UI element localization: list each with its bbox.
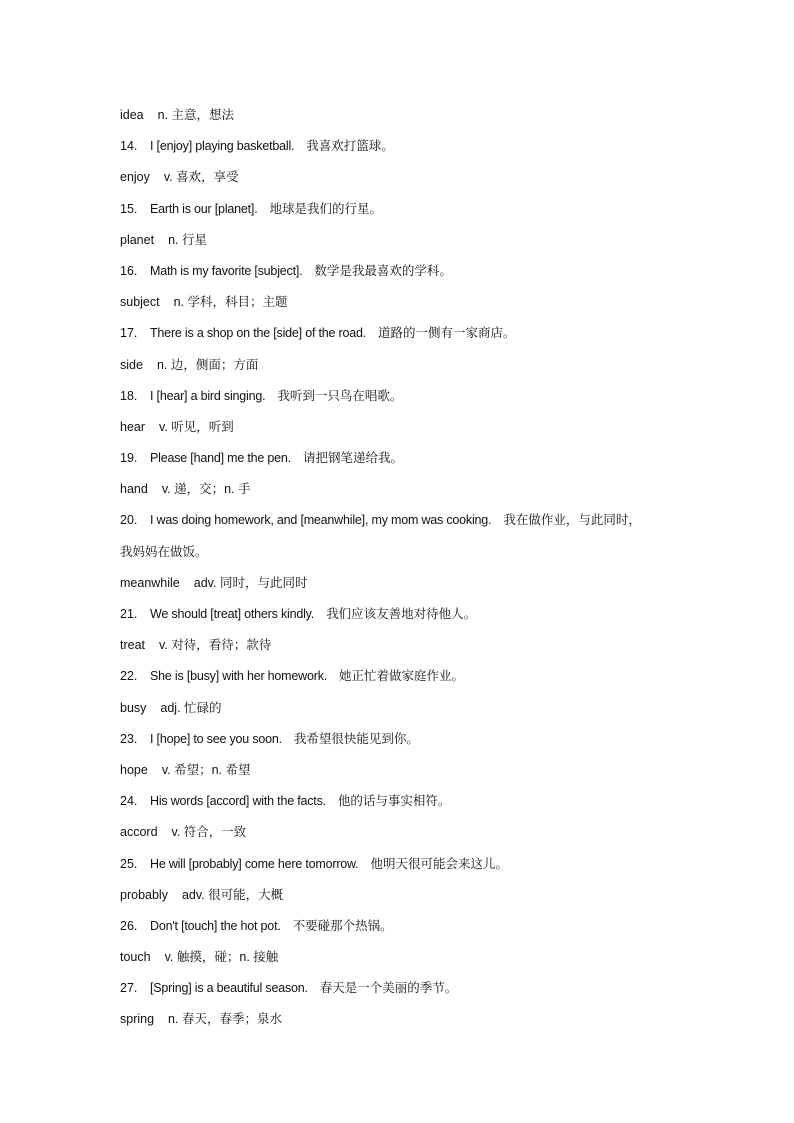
- example-english: Math is my favorite [subject].: [150, 263, 303, 278]
- vocab-word: hand: [120, 482, 148, 497]
- example-english: [Spring] is a beautiful season.: [150, 981, 308, 996]
- example-english: Don't [touch] the hot pot.: [150, 918, 281, 933]
- example-number: 16.: [120, 263, 138, 278]
- vocab-word: subject: [120, 295, 160, 310]
- vocab-word: enjoy: [120, 170, 150, 185]
- example-chinese: 我在做作业，与此同时，: [503, 513, 641, 528]
- example-chinese: 道路的一侧有一家商店。: [378, 326, 516, 341]
- definition-line: [120, 817, 720, 848]
- vocab-word: probably: [120, 887, 168, 902]
- example-english: Earth is our [planet].: [150, 201, 258, 216]
- definition-line: [120, 880, 720, 911]
- vocab-word: side: [120, 357, 143, 372]
- definition-line: [120, 942, 720, 973]
- example-chinese: 不要碰那个热锅。: [292, 918, 393, 933]
- vocab-meaning: n. 春天，春季；泉水: [168, 1012, 282, 1027]
- example-chinese: 他明天很可能会来这儿。: [370, 856, 508, 871]
- example-english: There is a shop on the [side] of the road.: [150, 326, 367, 341]
- example-line: [120, 194, 720, 225]
- vocab-word: idea: [120, 108, 144, 122]
- vocab-meaning: v. 希望；n. 希望: [161, 762, 251, 777]
- example-chinese: 数学是我最喜欢的学科。: [314, 263, 452, 278]
- example-number: 17.: [120, 326, 138, 341]
- vocab-word: spring: [120, 1012, 155, 1027]
- example-number: 27.: [120, 981, 138, 996]
- example-line: [120, 599, 720, 630]
- example-line: [120, 256, 720, 287]
- vocab-meaning: v. 符合，一致: [171, 825, 247, 840]
- definition-line: [120, 474, 720, 505]
- example-english: His words [accord] with the facts.: [150, 794, 326, 809]
- vocab-meaning: v. 对待，看待；款待: [159, 638, 272, 653]
- example-line: [120, 973, 720, 1004]
- definition-line: [120, 412, 720, 443]
- example-line: [120, 381, 720, 412]
- example-line: [120, 786, 720, 817]
- definition-line: [120, 755, 720, 786]
- example-line: [120, 318, 720, 349]
- example-english: I [hope] to see you soon.: [150, 731, 282, 746]
- example-number: 24.: [120, 794, 138, 809]
- vocab-meaning: n. 行星: [168, 232, 207, 247]
- example-chinese: 我希望很快能见到你。: [293, 731, 419, 746]
- example-chinese: 春天是一个美丽的季节。: [319, 981, 458, 996]
- example-english: I was doing homework, and [meanwhile], my mom was cooking.: [150, 513, 492, 528]
- definition-line: [120, 162, 720, 193]
- vocab-meaning: adj. 忙碌的: [160, 700, 222, 715]
- vocab-word: hope: [120, 762, 148, 777]
- vocab-word: meanwhile: [120, 575, 180, 590]
- vocabulary-document: [120, 100, 720, 1036]
- example-english: We should [treat] others kindly.: [150, 607, 315, 621]
- example-number: 26.: [120, 918, 138, 933]
- example-number: 15.: [120, 201, 138, 216]
- example-chinese: 我喜欢打篮球。: [306, 139, 394, 154]
- vocab-meaning: n. 边，侧面；方面: [156, 357, 259, 372]
- vocab-meaning: v. 触摸，碰；n. 接触: [164, 950, 279, 965]
- example-line: [120, 849, 720, 880]
- vocab-meaning: v. 递，交；n. 手: [161, 482, 251, 497]
- example-chinese: 请把钢笔递给我。: [302, 451, 403, 466]
- definition-line: [120, 568, 720, 599]
- example-number: 22.: [120, 669, 138, 684]
- vocab-meaning: adv. 很可能，大概: [181, 887, 284, 902]
- example-chinese-continued: 我妈妈在做饭。: [120, 544, 208, 559]
- example-chinese: 他的话与事实相符。: [337, 794, 451, 809]
- example-number: 23.: [120, 731, 138, 746]
- example-english: I [enjoy] playing basketball.: [150, 139, 295, 154]
- example-line: [120, 443, 720, 474]
- definition-line: [120, 1004, 720, 1035]
- example-chinese: 我听到一只鸟在唱歌。: [277, 388, 403, 403]
- example-number: 21.: [120, 607, 138, 621]
- vocab-meaning: n. 主意，想法: [157, 108, 235, 122]
- vocab-meaning: adv. 同时，与此同时: [193, 575, 308, 590]
- example-english: I [hear] a bird singing.: [150, 388, 266, 403]
- vocab-meaning: n. 学科，科目；主题: [173, 295, 288, 310]
- definition-line: [120, 225, 720, 256]
- definition-line: [120, 350, 720, 381]
- definition-line: [120, 630, 720, 661]
- vocab-word: busy: [120, 700, 147, 715]
- example-number: 25.: [120, 856, 138, 871]
- vocab-meaning: v. 听见，听到: [159, 419, 234, 434]
- definition-line: [120, 693, 720, 724]
- vocab-meaning: v. 喜欢，享受: [163, 170, 239, 185]
- example-english: She is [busy] with her homework.: [150, 669, 328, 684]
- example-english: Please [hand] me the pen.: [150, 451, 291, 466]
- example-line: [120, 724, 720, 755]
- example-english: He will [probably] come here tomorrow.: [150, 856, 359, 871]
- vocab-word: planet: [120, 232, 155, 247]
- example-line: [120, 505, 720, 536]
- example-chinese: 我们应该友善地对待他人。: [326, 607, 477, 621]
- vocab-word: treat: [120, 638, 146, 653]
- vocab-word: touch: [120, 950, 151, 965]
- example-chinese: 地球是我们的行星。: [269, 201, 382, 216]
- example-continuation: [120, 537, 720, 568]
- vocab-word: hear: [120, 419, 146, 434]
- example-number: 18.: [120, 388, 138, 403]
- example-line: [120, 131, 720, 162]
- example-line: [120, 661, 720, 692]
- example-chinese: 她正忙着做家庭作业。: [339, 669, 465, 684]
- example-number: 20.: [120, 513, 138, 528]
- definition-line: [120, 287, 720, 318]
- example-line: [120, 911, 720, 942]
- example-number: 19.: [120, 451, 138, 466]
- example-number: 14.: [120, 139, 138, 154]
- definition-line: [120, 100, 720, 131]
- vocab-word: accord: [120, 825, 158, 840]
